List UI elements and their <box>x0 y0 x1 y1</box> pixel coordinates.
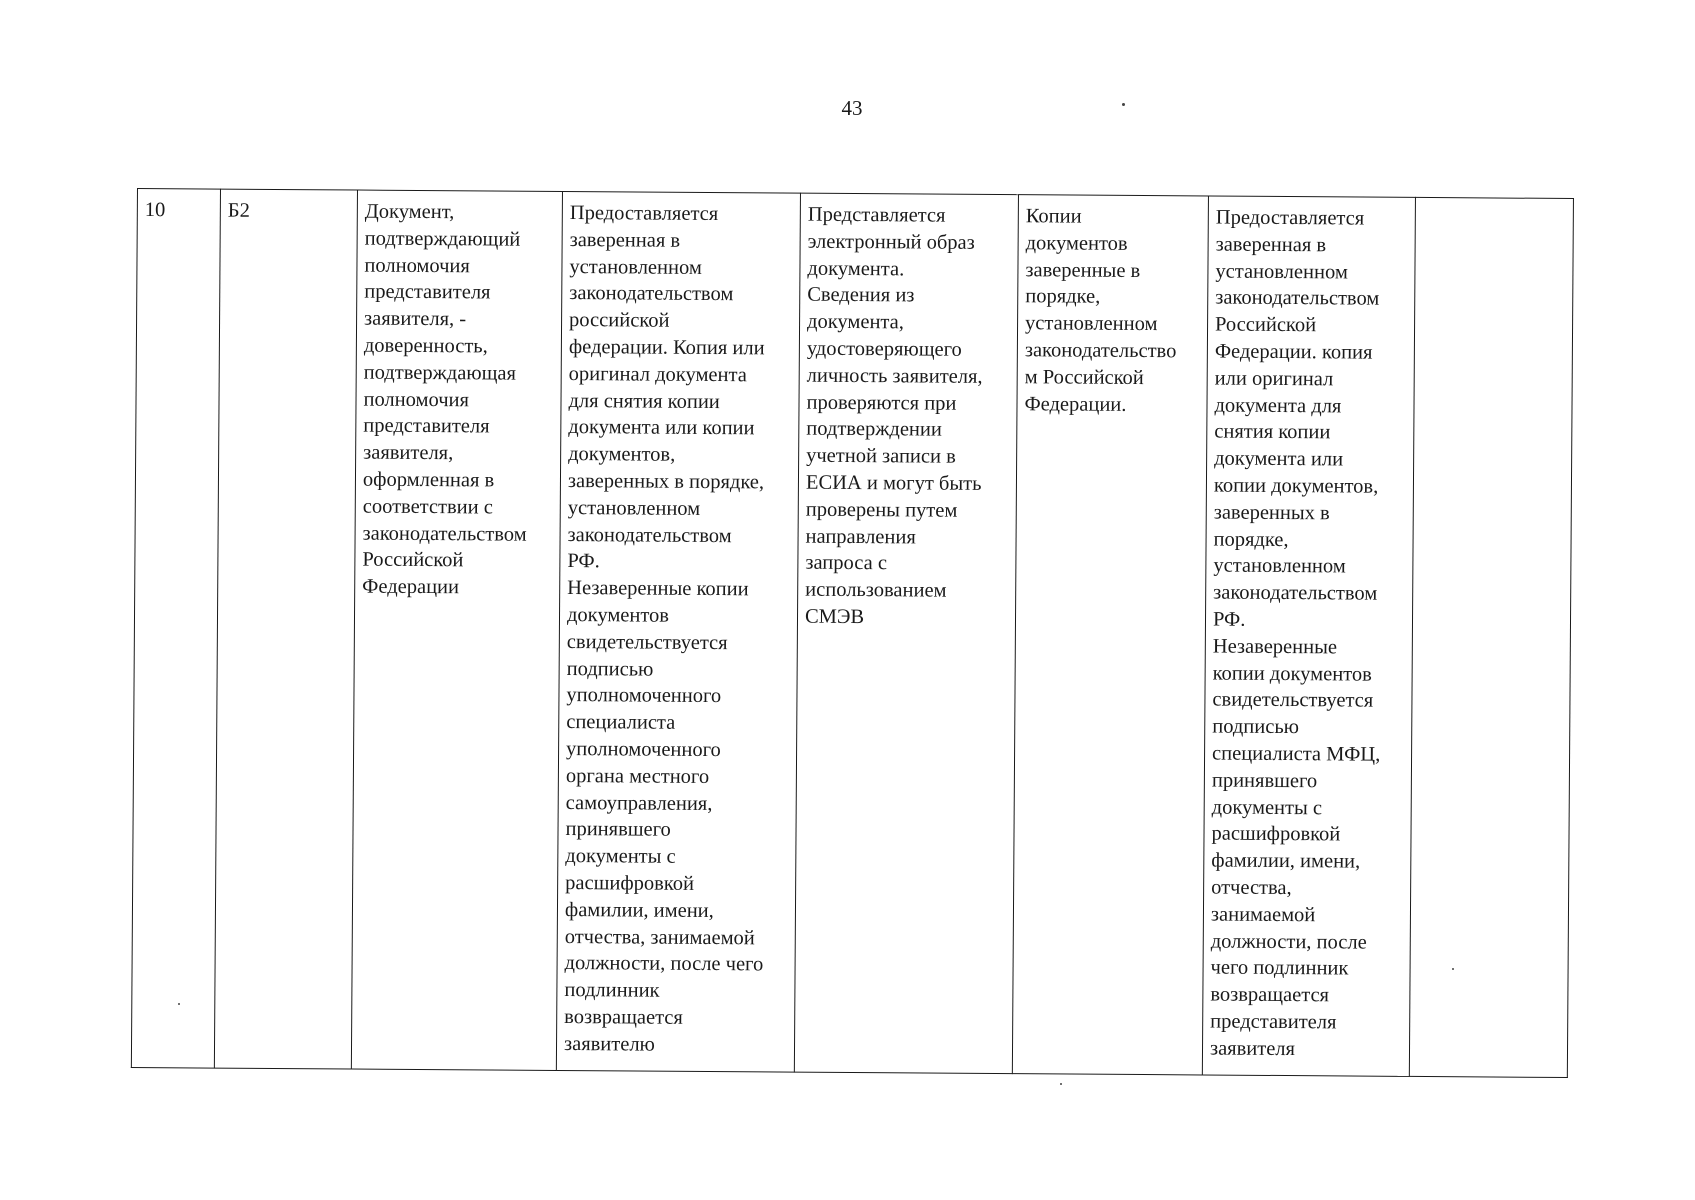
cell-notes <box>1409 197 1573 1077</box>
cell-row-number <box>131 189 220 1069</box>
row-number-text: 10 <box>144 199 166 222</box>
cell-mfc-submission <box>1202 196 1415 1076</box>
document-table <box>131 188 1574 1078</box>
cell-document-name <box>351 190 562 1070</box>
notes-text <box>1423 206 1567 207</box>
cell-document-code <box>214 189 357 1069</box>
cell-in-person-submission <box>556 191 800 1072</box>
cell-electronic-submission <box>794 193 1018 1074</box>
electronic-submission-text: Представляется электронный образ документа. Сведения из документа, удостоверяющего личность заявителя, проверяются при подтверждении учетной записи в ЕСИА и могут быть проверены путем направления запроса с использованием СМЭВ <box>804 203 983 629</box>
cell-mail-submission <box>1012 195 1208 1075</box>
scan-artifact-dot <box>1060 1083 1062 1085</box>
page-number: 43 <box>841 96 863 120</box>
document-code-text: Б2 <box>227 199 250 222</box>
mail-submission-text: Копии документов заверенные в порядке, установленном законодательство м Российской Федерации. <box>1024 205 1177 416</box>
mfc-submission-text: Предоставляется заверенная в установленном законодательством Российской Федерации. копия или оригинал документа для снятия копии документа или копии документов, заверенных в порядке, установленном законодательством РФ. Незаверенные копии документов свидетельствуется подписью специалиста МФЦ, принявшего документы с расшифровкой фамилии, имени, отчества, занимаемой должности, после чего подлинник возвращается представителя заявителя <box>1209 206 1381 1060</box>
in-person-submission-text: Предоставляется заверенная в установленном законодательством российской федерации. Копия или оригинал документа для снятия копии документа или копии документов, заверенных в порядке, установленном законодательством РФ. Незаверенные копии документов свидетельствуется подписью уполномоченного специалиста уполномоченного органа местного самоуправления, принявшего документы с расшифровкой фамилии, имени, отчества, занимаемой должности, после чего подлинник возвращается заявителю <box>563 202 765 1056</box>
table-row <box>131 189 1573 1078</box>
document-name-text: Документ, подтверждающий полномочия представителя заявителя, - доверенность, подтверждающая полномочия представителя заявителя, оформленная в соответствии с законодательством Российской Федерации <box>362 200 527 599</box>
scan-artifact-dot <box>1122 103 1125 106</box>
